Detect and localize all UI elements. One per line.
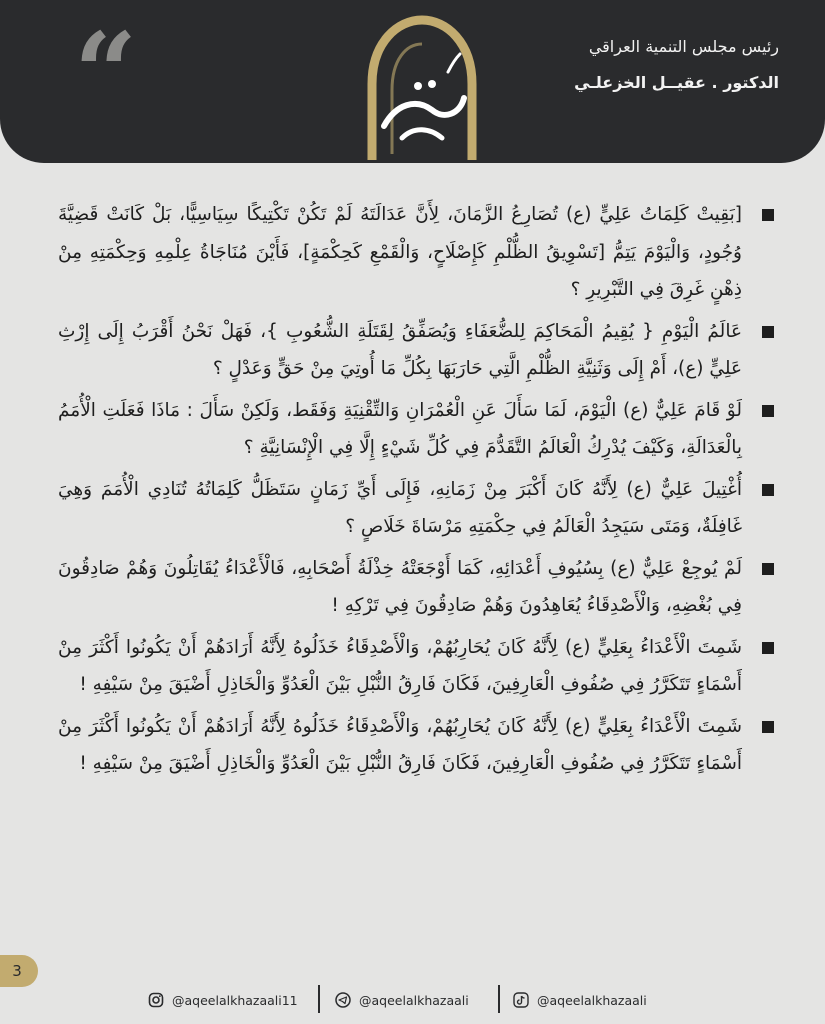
instagram-handle: @aqeelalkhazaali11 [172, 992, 298, 1008]
header-author-info [479, 36, 779, 94]
bullet-square-icon [762, 563, 774, 575]
paragraph-text: [بَقِيتْ كَلِمَاتُ عَلِيٍّ (ع) تُصَارِعُ الزَّمَانَ، لِأَنَّ عَدَالَتَهُ لَمْ تَكُنْ تَكْتِيكًا سِيَاسِيًّا، بَلْ كَانَتْ قَضِيَّةَ وُجُودٍ، وَالْيَوْمَ يَتِمُّ [تَسْوِيقُ الظُّلْمِ كَإِصْلَاحٍ، وَالْقَمْعِ كَحِكْمَةٍ]، فَأَيْنَ مُنَاجَاةُ عِلْمِهِ وَحِكْمَتِهِ مِنْ ذِهْنٍ غَرِقَ فِي التَّبْرِيرِ ؟ [58, 204, 742, 300]
bullet-square-icon [762, 209, 774, 221]
bullet-square-icon [762, 642, 774, 654]
tiktok-handle: @aqeelalkhazaali [537, 992, 647, 1008]
author-title: رئيس مجلس التنمية العراقي [588, 37, 779, 56]
instagram-icon [148, 992, 164, 1008]
bullet-square-icon [762, 405, 774, 417]
paragraph-5 [58, 550, 774, 625]
paragraph-4 [58, 471, 774, 546]
instagram-link[interactable] [148, 990, 298, 1010]
author-name: الدكتور . عقيــل الخزعلـي [574, 73, 779, 92]
tiktok-icon [513, 992, 529, 1008]
telegram-link[interactable] [335, 990, 469, 1010]
paragraph-7 [58, 708, 774, 783]
article-body [58, 196, 774, 787]
header-banner [0, 0, 825, 163]
paragraph-3 [58, 392, 774, 467]
social-footer [0, 982, 825, 1016]
paragraph-1 [58, 196, 774, 309]
paragraph-text: شَمِتَ الْأَعْدَاءُ بِعَلِيٍّ (ع) لِأَنَّهُ كَانَ يُحَارِبُهُمْ، وَالْأَصْدِقَاءُ خَذَلُوهُ لِأَنَّهُ أَرَادَهُمْ أَنْ يَكُونُوا أَكْثَرَ مِنْ أَسْمَاءٍ تَتَكَرَّرُ فِي صُفُوفِ الْعَارِفِينَ، فَكَانَ فَارِقُ النُّبْلِ بَيْنَ الْعَدُوِّ وَالْخَاذِلِ أَضْيَقَ مِنْ سَيْفِهِ ! [58, 636, 742, 695]
paragraph-text: لَوْ قَامَ عَلِيٌّ (ع) الْيَوْمَ، لَمَا سَأَلَ عَنِ الْعُمْرَانِ وَالتِّقْنِيَةِ وَفَقَط، وَلَكِنْ سَأَلَ : مَاذَا فَعَلَتِ الْأُمَمُ بِالْعَدَالَةِ، وَكَيْفَ يُدْرِكُ الْعَالَمُ التَّقَدُّمَ فِي كُلِّ شَيْءٍ إِلَّا فِي الْإِنْسَانِيَّةِ ؟ [58, 399, 742, 458]
telegram-icon [335, 992, 351, 1008]
tiktok-link[interactable] [513, 990, 647, 1010]
bullet-square-icon [762, 484, 774, 496]
paragraph-text: عَالَمُ الْيَوْمِ { يُقِيمُ الْمَحَاكِمَ لِلضُّعَفَاءِ وَيُصَفِّقُ لِقَتَلَةِ الشُّعُوبِ }، فَهَلْ نَحْنُ أَقْرَبُ إِلَى إِرْثِ عَلِيٍّ (ع)، أَمْ إِلَى وَثَنِيَّةِ الظُّلْمِ الَّتِي حَارَبَهَا بِكُلِّ مَا أُوتِيَ مِنْ حَقٍّ وَعَدْلٍ ؟ [58, 320, 742, 379]
footer-divider [318, 985, 320, 1013]
footer-divider [498, 985, 500, 1013]
paragraph-text: لَمْ يُوجِعْ عَلِيٌّ (ع) بِسُيُوفِ أَعْدَائِهِ، كَمَا أَوْجَعَتْهُ خِذْلَةُ أَصْحَابِهِ، فَالْأَعْدَاءُ يُقَاتِلُونَ وَهُمْ صَادِقُونَ فِي بُغْضِهِ، وَالْأَصْدِقَاءُ يُعَاهِدُونَ وَهُمْ صَادِقُونَ فِي تَرْكِهِ ! [58, 557, 742, 616]
bullet-square-icon [762, 721, 774, 733]
paragraph-6 [58, 629, 774, 704]
paragraph-text: شَمِتَ الْأَعْدَاءُ بِعَلِيٍّ (ع) لِأَنَّهُ كَانَ يُحَارِبُهُمْ، وَالْأَصْدِقَاءُ خَذَلُوهُ لِأَنَّهُ أَرَادَهُمْ أَنْ يَكُونُوا أَكْثَرَ مِنْ أَسْمَاءٍ تَتَكَرَّرُ فِي صُفُوفِ الْعَارِفِينَ، فَكَانَ فَارِقُ النُّبْلِ بَيْنَ الْعَدُوِّ وَالْخَاذِلِ أَضْيَقَ مِنْ سَيْفِهِ ! [58, 715, 742, 774]
paragraph-text: أُغْتِيلَ عَلِيٌّ (ع) لِأَنَّهُ كَانَ أَكْبَرَ مِنْ زَمَانِهِ، فَإِلَى أَيِّ زَمَانٍ سَتَظَلُّ كَلِمَاتُهُ تُنَادِي الْأُمَمَ وَهِيَ غَافِلَةٌ، وَمَتَى سَيَجِدُ الْعَالَمُ فِي حِكْمَتِهِ مَرْسَاةَ خَلَاصٍ ؟ [58, 478, 742, 537]
logo-emblem [352, 14, 492, 162]
quote-mark-icon: “ [74, 8, 138, 137]
paragraph-2 [58, 313, 774, 388]
bullet-square-icon [762, 326, 774, 338]
page-number-badge: 3 [0, 955, 38, 987]
telegram-handle: @aqeelalkhazaali [359, 992, 469, 1008]
